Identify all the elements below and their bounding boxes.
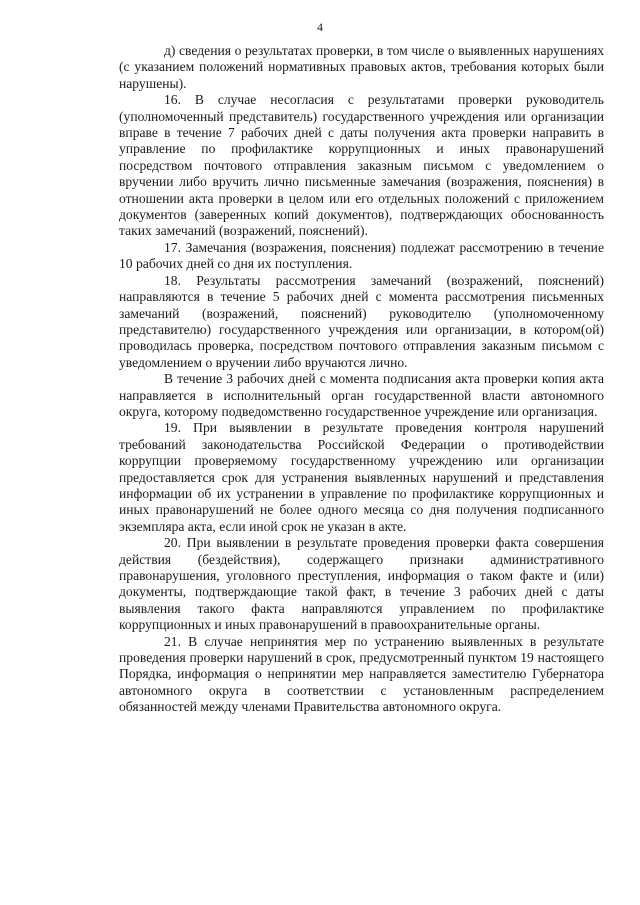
paragraph-16-objections: 16. В случае несогласия с результатами проверки руководитель (уполномоченный представитель) государственного учреждения или организации вправе в течение 7 рабочих дней с даты получения акта проверки направить в управление по профилактике коррупционных и иных правонарушений посредством почтового отправления заказным письмом с уведомлением о вручении либо вручить лично письменные замечания (возражения, пояснения) в отношении акта проверки в целом или его отдельных положений с приложением документов (заверенных копий документов), подтверждающих обоснованность таких замечаний (возражений, пояснений). bbox=[119, 92, 604, 239]
paragraph-item-d-results: д) сведения о результатах проверки, в том числе о выявленных нарушениях (с указанием положений нормативных правовых актов, требования которых были нарушены). bbox=[119, 43, 604, 91]
paragraph-18-review-results: 18. Результаты рассмотрения замечаний (возражений, пояснений) направляются в течение 5 рабочих дней с момента рассмотрения письменных замечаний (возражений, пояснений) руководителю (уполномоченному представителю) государственного учреждения или организации, в котором(ой) проводилась проверка, посредством почтового отправления заказным письмом с уведомлением о вручении либо вручаются лично. bbox=[119, 272, 604, 370]
page-number: 4 bbox=[317, 20, 323, 34]
document-body bbox=[119, 43, 604, 716]
paragraph-21-non-compliance: 21. В случае непринятия мер по устранению выявленных в результате проведения проверки нарушений в срок, предусмотренный пунктом 19 настоящего Порядка, информация о непринятии мер направляется заместителю Губернатора автономного округа в соответствии с установленным распределением обязанностей между членами Правительства автономного округа. bbox=[119, 633, 604, 715]
paragraph-act-copy: В течение 3 рабочих дней с момента подписания акта проверки копия акта направляется в исполнительный орган государственной власти автономного округа, которому подведомственно государственное учреждение или организация. bbox=[119, 371, 604, 419]
paragraph-19-violations: 19. При выявлении в результате проведения контроля нарушений требований законодательства Российской Федерации о противодействии коррупции проверяемому государственному учреждению или организации предоставляется срок для устранения выявленных нарушений и представления информации об их устранении в управление по профилактике коррупционных и иных правонарушений не более одного месяца со дня получения подписанного экземпляра акта, если иной срок не указан в акте. bbox=[119, 420, 604, 534]
paragraph-17-review-period: 17. Замечания (возражения, пояснения) подлежат рассмотрению в течение 10 рабочих дней со дня их поступления. bbox=[119, 239, 604, 272]
paragraph-20-offense-facts: 20. При выявлении в результате проведения проверки факта совершения действия (бездействия), содержащего признаки административного правонарушения, уголовного преступления, информация о таком факте и (или) документы, подтверждающие такой факт, в течение 3 рабочих дней с даты выявления такого факта направляются управлением по профилактике коррупционных и иных правонарушений в правоохранительные органы. bbox=[119, 535, 604, 633]
